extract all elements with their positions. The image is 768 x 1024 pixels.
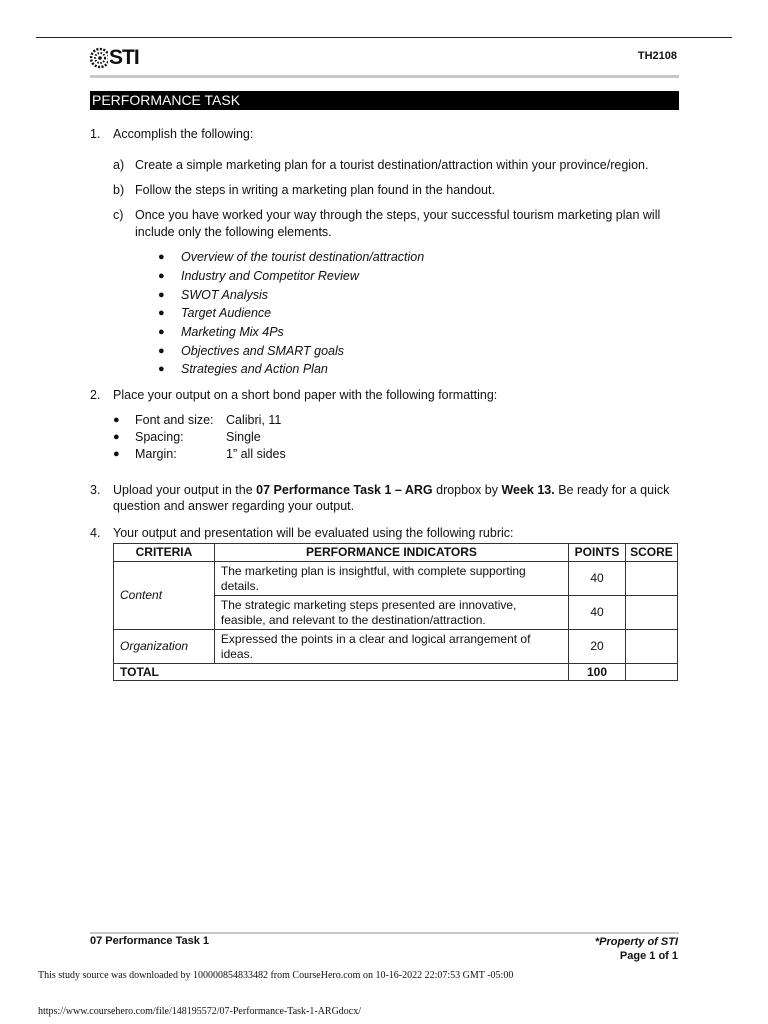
sti-logo (90, 46, 139, 70)
footer-right (595, 935, 678, 963)
item-3-part3: Be ready for a quick (554, 483, 670, 497)
header-criteria: CRITERIA (114, 544, 215, 562)
table-row (114, 630, 678, 664)
list-item: Strategies and Action Plan (181, 362, 328, 376)
bullet-icon: ● (113, 448, 120, 460)
item-number-3: 3. (90, 483, 101, 497)
criteria-organization: Organization (114, 630, 215, 664)
item-number-1: 1. (90, 127, 101, 141)
table-row (114, 562, 678, 596)
header-rule (90, 75, 679, 78)
sub-item-b-text: Follow the steps in writing a marketing plan found in the handout. (135, 183, 495, 197)
format-value: Calibri, 11 (226, 413, 282, 427)
deadline-week: Week 13. (501, 483, 555, 497)
criteria-content: Content (114, 562, 215, 630)
bullet-icon: ● (158, 307, 165, 319)
footer-rule (90, 932, 679, 934)
bullet-icon: ● (113, 431, 120, 443)
rubric-table (113, 543, 678, 681)
score-cell (625, 596, 677, 630)
header-score: SCORE (625, 544, 677, 562)
list-item: SWOT Analysis (181, 288, 269, 302)
list-item: Marketing Mix 4Ps (181, 325, 284, 339)
indicator-line: The marketing plan is insightful, with complete supporting (220, 563, 526, 578)
score-cell (625, 562, 677, 596)
format-value: Single (226, 430, 261, 444)
list-item: Objectives and SMART goals (181, 344, 345, 358)
table-total-row (114, 664, 678, 681)
item-3-line1 (113, 482, 669, 498)
sub-item-b-label: b) (113, 183, 125, 197)
dropbox-name: 07 Performance Task 1 – ARG (256, 483, 433, 497)
bullet-icon: ● (113, 414, 120, 426)
points-cell: 20 (569, 630, 626, 664)
total-label: TOTAL (114, 664, 569, 681)
page-number: Page 1 of 1 (619, 950, 678, 962)
indicator-line: details. (220, 578, 259, 593)
score-cell (625, 630, 677, 664)
indicator-line: The strategic marketing steps presented are innovative, (220, 597, 517, 612)
page-title: PERFORMANCE TASK (90, 91, 679, 110)
top-rule (36, 37, 732, 38)
score-cell (625, 664, 677, 681)
sti-globe-icon (90, 47, 108, 69)
item-number-4: 4. (90, 526, 101, 540)
indicator-line: Expressed the points in a clear and logical arrangement of (220, 631, 531, 646)
points-cell: 40 (569, 562, 626, 596)
format-label: Font and size: (135, 413, 214, 427)
indicator-cell (214, 562, 568, 596)
item-4-text: Your output and presentation will be evaluated using the following rubric: (113, 526, 514, 540)
sub-item-a-label: a) (113, 158, 125, 172)
download-source-notice: This study source was downloaded by 100000854833482 from CourseHero.com on 10-16-2022 22:07:53 GMT -05:00 (38, 970, 514, 981)
indicator-line: ideas. (220, 646, 253, 661)
format-label: Margin: (135, 447, 177, 461)
document-code: TH2108 (637, 50, 677, 62)
logo-text: STI (109, 46, 139, 69)
item-3-part1: Upload your output in the (113, 483, 257, 497)
item-2-text: Place your output on a short bond paper with the following formatting: (113, 388, 498, 402)
property-notice: *Property of STI (594, 936, 678, 948)
bullet-icon: ● (158, 289, 165, 301)
list-item: Overview of the tourist destination/attraction (181, 250, 425, 264)
header-performance-indicators: PERFORMANCE INDICATORS (214, 544, 568, 562)
sub-item-c-line2: include only the following elements. (135, 225, 332, 239)
header-points: POINTS (569, 544, 626, 562)
list-item: Industry and Competitor Review (181, 269, 359, 283)
item-number-2: 2. (90, 388, 101, 402)
footer-task-name: 07 Performance Task 1 (90, 935, 210, 947)
format-value: 1” all sides (226, 447, 286, 461)
item-3-line2: question and answer regarding your output. (113, 499, 355, 513)
sub-item-c-label: c) (113, 208, 124, 222)
bullet-icon: ● (158, 251, 165, 263)
bullet-icon: ● (158, 270, 165, 282)
bullet-icon: ● (158, 363, 165, 375)
points-cell: 40 (569, 596, 626, 630)
bullet-icon: ● (158, 326, 165, 338)
indicator-cell (214, 596, 568, 630)
item-3-part2: dropbox by (432, 483, 502, 497)
indicator-line: feasible, and relevant to the destination/attraction. (220, 612, 486, 627)
item-1-text: Accomplish the following: (113, 127, 254, 141)
source-url: https://www.coursehero.com/file/148195572/07-Performance-Task-1-ARGdocx/ (38, 1006, 362, 1017)
total-points: 100 (569, 664, 626, 681)
sub-item-a-text: Create a simple marketing plan for a tourist destination/attraction within your province/region. (135, 158, 649, 172)
bullet-icon: ● (158, 345, 165, 357)
sub-item-c-line1: Once you have worked your way through the steps, your successful tourism marketing plan will (135, 208, 661, 222)
indicator-cell (214, 630, 568, 664)
list-item: Target Audience (181, 306, 272, 320)
table-header-row (114, 544, 678, 562)
format-label: Spacing: (135, 430, 184, 444)
